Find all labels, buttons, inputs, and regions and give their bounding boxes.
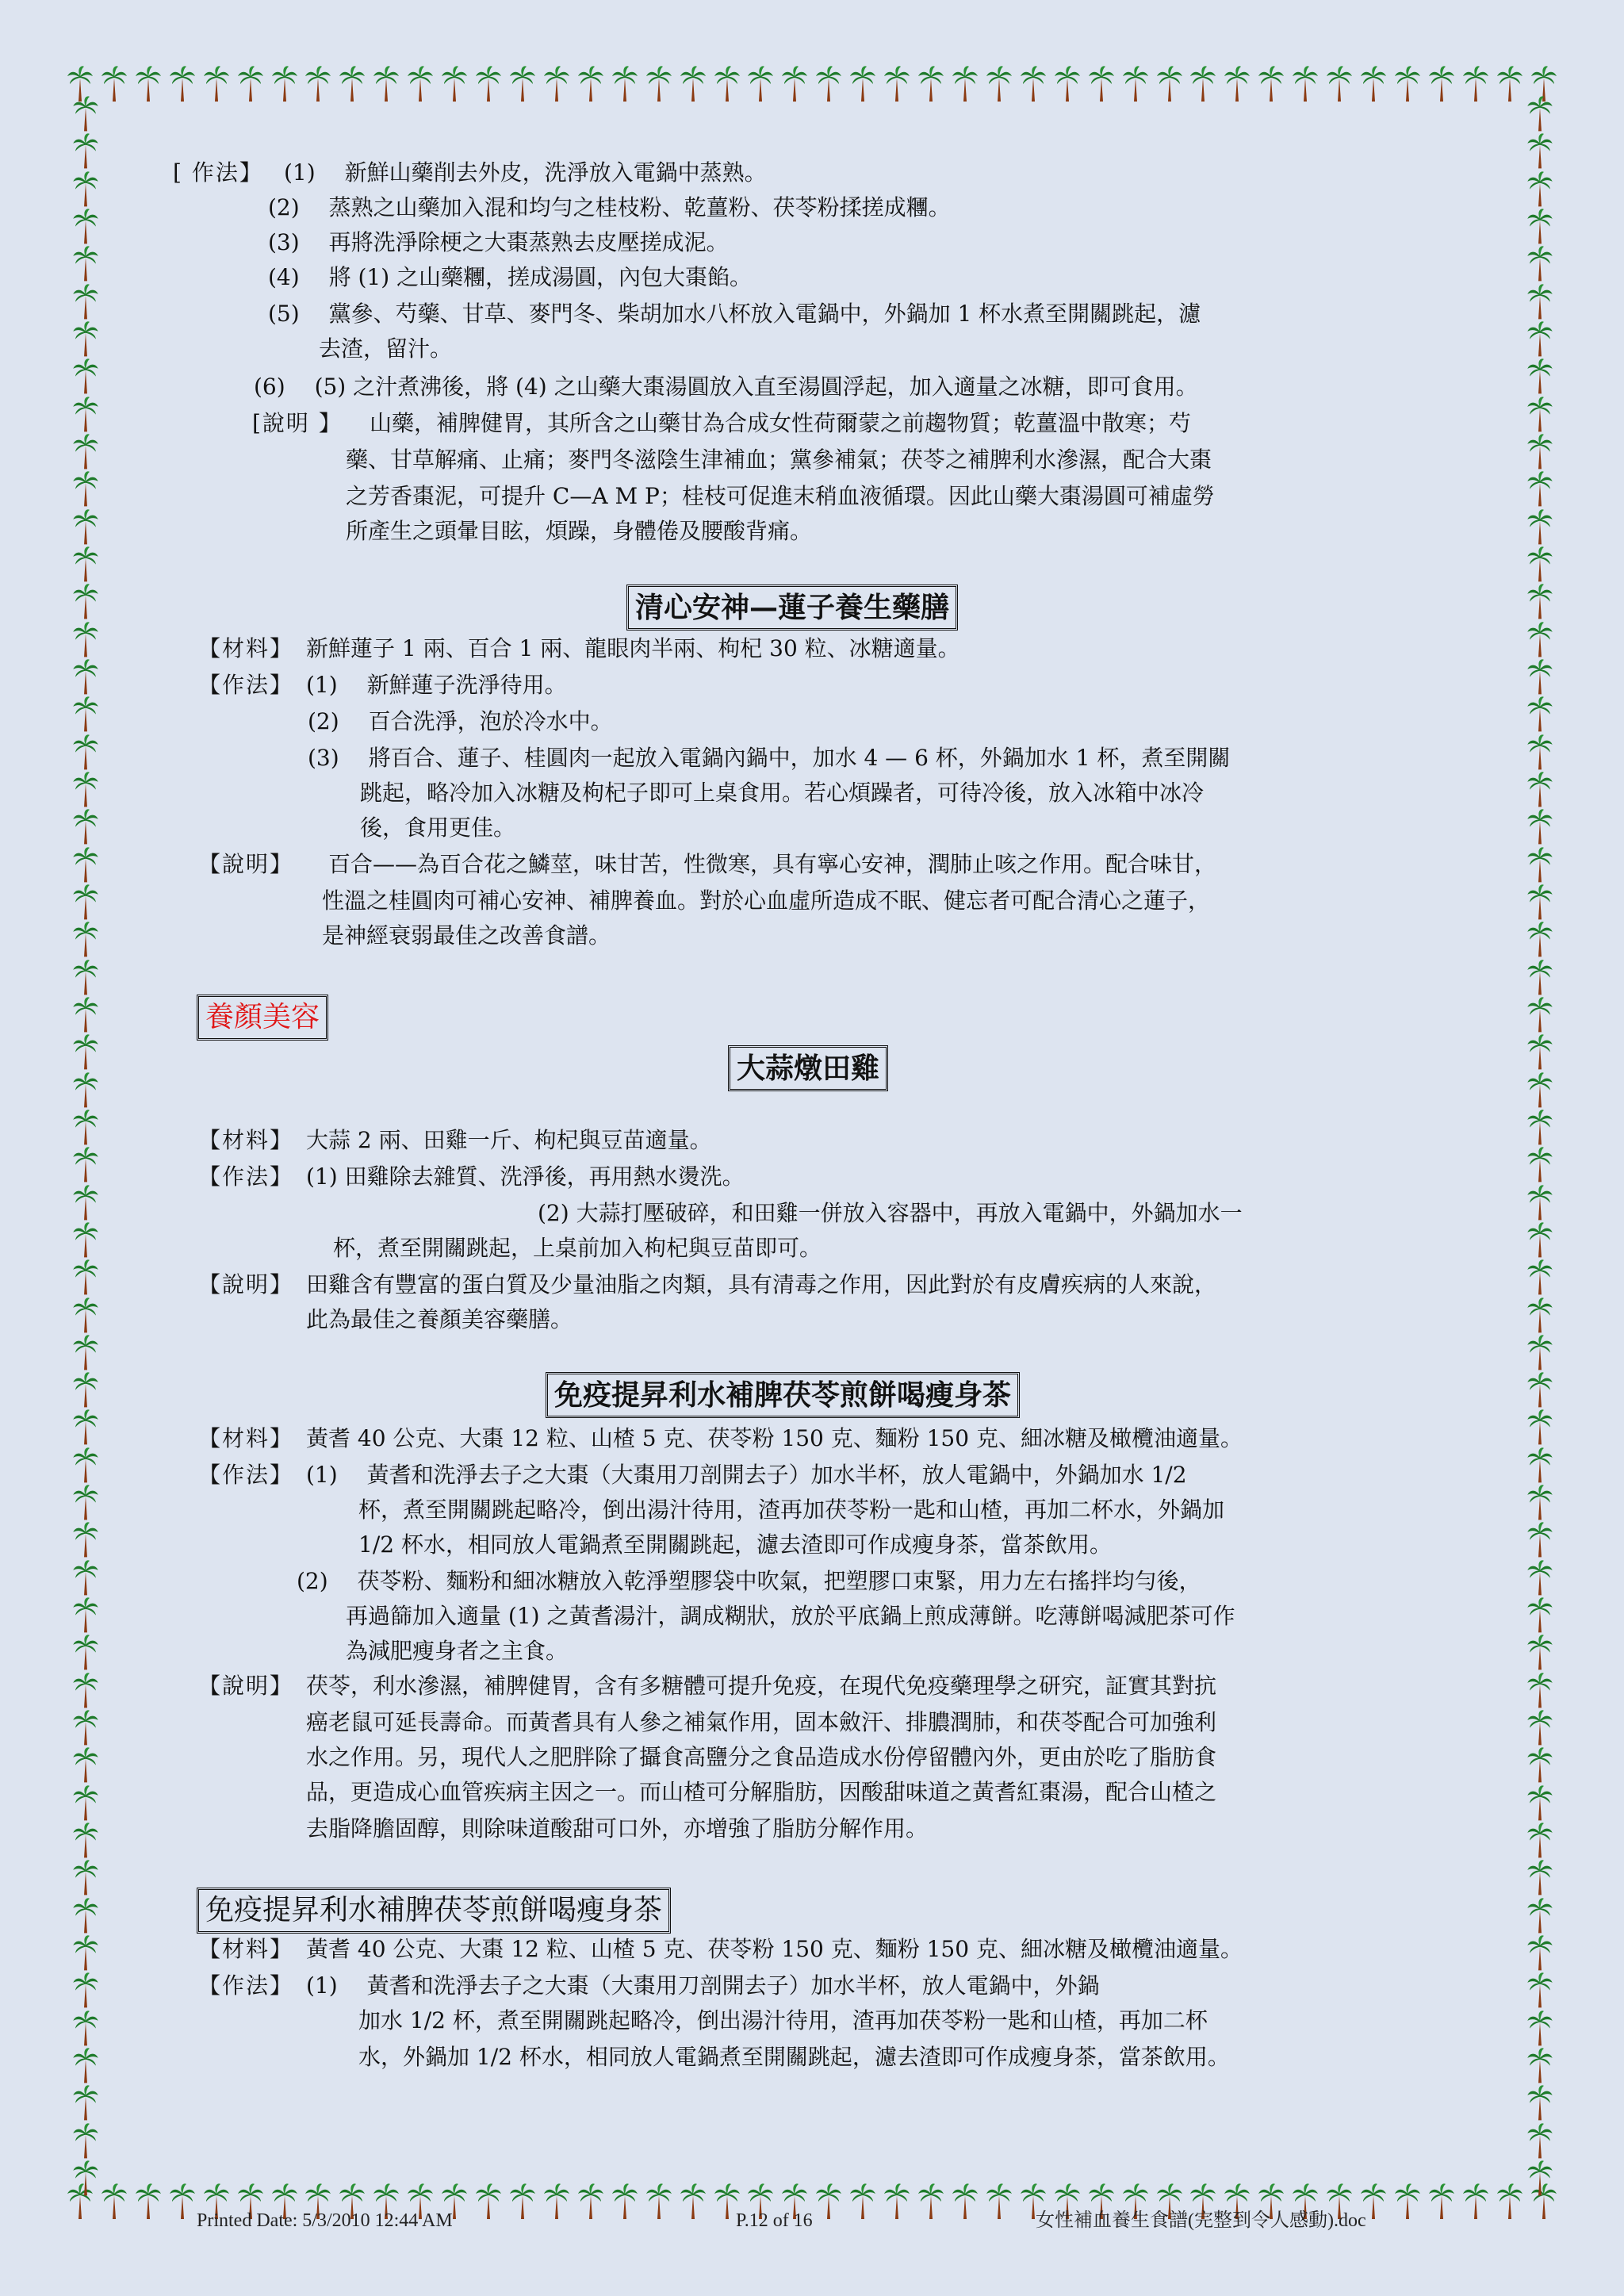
note-line: 田雞含有豐富的蛋白質及少量油脂之肉類，具有清毒之作用，因此對於有皮膚疾病的人來說， <box>306 1271 1217 1297</box>
step-line: (1) 田雞除去雜質、洗淨後，再用熱水燙洗。 <box>306 1163 745 1190</box>
recipe-title: 清心安神—蓮子養生藥膳 <box>626 585 958 631</box>
note-line: 此為最佳之養顏美容藥膳。 <box>306 1306 573 1332</box>
step-line: (2) 茯苓粉、麵粉和細冰糖放入乾淨塑膠袋中吹氣，把塑膠口束緊，用力左右搖拌均勻後， <box>297 1568 1201 1594</box>
note-line: 藥、甘草解痛、止痛；麥門冬滋陰生津補血；黨參補氣；茯苓之補脾利水滲濕，配合大棗 <box>346 447 1212 473</box>
note-tag: [說明 】 <box>252 410 343 436</box>
footer-page-number: P.12 of 16 <box>736 2210 813 2231</box>
step-line: (5) 黨參、芍藥、甘草、麥門冬、柴胡加水八杯放入電鍋中，外鍋加 1 杯水煮至開關跳起，濾 <box>268 301 1201 327</box>
note-line: 水之作用。另，現代人之肥胖除了攝食高鹽分之食品造成水份停留體內外，更由於吃了脂肪食 <box>306 1744 1217 1770</box>
section-heading: 養顏美容 <box>197 995 328 1041</box>
footer-file-name: 女性補血養生食譜(完整到令人感動).doc <box>1036 2210 1366 2231</box>
method-tag: 【作法】 <box>198 672 294 698</box>
note-line: 茯苓，利水滲濕，補脾健胃，含有多糖體可提升免疫，在現代免疫藥理學之研究，証實其對抗 <box>306 1673 1217 1699</box>
step-line: (1) 新鮮蓮子洗淨待用。 <box>306 672 567 698</box>
step-line: (4) 將 (1) 之山藥糰，搓成湯圓，內包大棗餡。 <box>268 264 753 290</box>
method-tag: 【作法】 <box>198 1972 294 1999</box>
step-line: (3) 將百合、蓮子、桂圓肉一起放入電鍋內鍋中，加水 4 — 6 杯，外鍋加水 1 杯，煮至開關 <box>308 745 1231 771</box>
material-text: 黃耆 40 公克、大棗 12 粒、山楂 5 克、茯苓粉 150 克、麵粉 150 克、細冰糖及橄欖油適量。 <box>306 1936 1243 1962</box>
note-line: 所產生之頭暈目眩，煩躁，身體倦及腰酸背痛。 <box>346 518 813 544</box>
step-line: (1) 黃耆和洗淨去子之大棗（大棗用刀剖開去子）加水半杯，放人電鍋中，外鍋 <box>306 1972 1100 1999</box>
method-tag: [ 作法】 <box>173 159 263 186</box>
step-line: (1) 黃耆和洗淨去子之大棗（大棗用刀剖開去子）加水半杯，放人電鍋中，外鍋加水 1/2 <box>306 1462 1187 1488</box>
step-line: 水，外鍋加 1/2 杯水，相同放人電鍋煮至開關跳起，濾去渣即可作成瘦身茶，當茶飲用。 <box>358 2044 1230 2070</box>
note-line: 去脂降膽固醇，則除味道酸甜可口外，亦增強了脂肪分解作用。 <box>306 1815 929 1842</box>
note-tag: 【說明】 <box>198 1271 294 1297</box>
note-line: 癌老鼠可延長壽命。而黃耆具有人參之補氣作用，固本斂汗、排膿潤肺，和茯苓配合可加強利 <box>306 1709 1217 1735</box>
material-tag: 【材料】 <box>198 635 294 661</box>
note-line: 之芳香棗泥，可提升 C—A M P；桂枝可促進末稍血液循環。因此山藥大棗湯圓可補虛勞 <box>346 483 1215 509</box>
material-tag: 【材料】 <box>198 1936 294 1962</box>
material-text: 新鮮蓮子 1 兩、百合 1 兩、龍眼肉半兩、枸杞 30 粒、冰糖適量。 <box>306 635 960 661</box>
step-line: 再過篩加入適量 (1) 之黃耆湯汁，調成糊狀，放於平底鍋上煎成薄餅。吃薄餅喝減肥茶可作 <box>346 1603 1235 1629</box>
note-line: 山藥，補脾健胃，其所含之山藥甘為合成女性荷爾蒙之前趨物質；乾薑溫中散寒；芍 <box>370 410 1192 436</box>
step-line: 加水 1/2 杯，煮至開關跳起略冷，倒出湯汁待用，渣再加茯苓粉一匙和山楂，再加二杯 <box>358 2007 1208 2033</box>
recipe-title: 免疫提昇利水補脾茯苓煎餅喝瘦身茶 <box>546 1372 1020 1418</box>
recipe-title: 大蒜燉田雞 <box>728 1045 888 1091</box>
footer-printed-date: Printed Date: 5/3/2010 12:44 AM <box>197 2210 453 2231</box>
recipe-title: 免疫提昇利水補脾茯苓煎餅喝瘦身茶 <box>197 1888 671 1934</box>
material-tag: 【材料】 <box>198 1425 294 1451</box>
method-tag: 【作法】 <box>198 1163 294 1190</box>
note-line: 性溫之桂圓肉可補心安神、補脾養血。對於心血虛所造成不眠、健忘者可配合清心之蓮子， <box>322 887 1211 914</box>
step-line: (1) 新鮮山藥削去外皮，洗淨放入電鍋中蒸熟。 <box>284 159 767 186</box>
step-line: (2) 大蒜打壓破碎，和田雞一併放入容器中，再放入電鍋中，外鍋加水一 <box>538 1200 1243 1226</box>
step-line: 後，食用更佳。 <box>360 815 516 841</box>
note-tag: 【說明】 <box>198 851 294 877</box>
step-line: 跳起，略冷加入冰糖及枸杞子即可上桌食用。若心煩躁者，可待冷後，放入冰箱中冰冷 <box>360 780 1205 806</box>
step-line: 杯，煮至開關跳起，上桌前加入枸杞與豆苗即可。 <box>333 1235 822 1261</box>
method-tag: 【作法】 <box>198 1462 294 1488</box>
note-line: 百合——為百合花之鱗莖，味甘苦，性微寒，具有寧心安神，潤肺止咳之作用。配合味甘， <box>328 851 1217 877</box>
step-line: (3) 再將洗淨除梗之大棗蒸熟去皮壓搓成泥。 <box>268 229 729 255</box>
material-text: 大蒜 2 兩、田雞一斤、枸杞與豆苗適量。 <box>306 1127 712 1153</box>
material-tag: 【材料】 <box>198 1127 294 1153</box>
step-line: (6) (5) 之汁煮沸後，將 (4) 之山藥大棗湯圓放入直至湯圓浮起，加入適量之冰糖，即可食用。 <box>254 374 1198 400</box>
step-line: (2) 百合洗淨，泡於冷水中。 <box>308 708 613 734</box>
step-line: (2) 蒸熟之山藥加入混和均勻之桂枝粉、乾薑粉、茯苓粉揉搓成糰。 <box>268 194 951 220</box>
step-line: 1/2 杯水，相同放人電鍋煮至開關跳起，濾去渣即可作成瘦身茶，當茶飲用。 <box>358 1531 1112 1558</box>
note-line: 是神經衰弱最佳之改善食譜。 <box>322 922 611 949</box>
step-line: 去渣，留汁。 <box>319 335 453 362</box>
step-line: 為減肥瘦身者之主食。 <box>346 1638 569 1664</box>
note-tag: 【說明】 <box>198 1673 294 1699</box>
material-text: 黃耆 40 公克、大棗 12 粒、山楂 5 克、茯苓粉 150 克、麵粉 150 克、細冰糖及橄欖油適量。 <box>306 1425 1243 1451</box>
step-line: 杯，煮至開關跳起略冷，倒出湯汁待用，渣再加茯苓粉一匙和山楂，再加二杯水，外鍋加 <box>358 1497 1225 1523</box>
note-line: 品，更造成心血管疾病主因之一。而山楂可分解脂肪，因酸甜味道之黃耆紅棗湯，配合山楂之 <box>306 1779 1217 1805</box>
